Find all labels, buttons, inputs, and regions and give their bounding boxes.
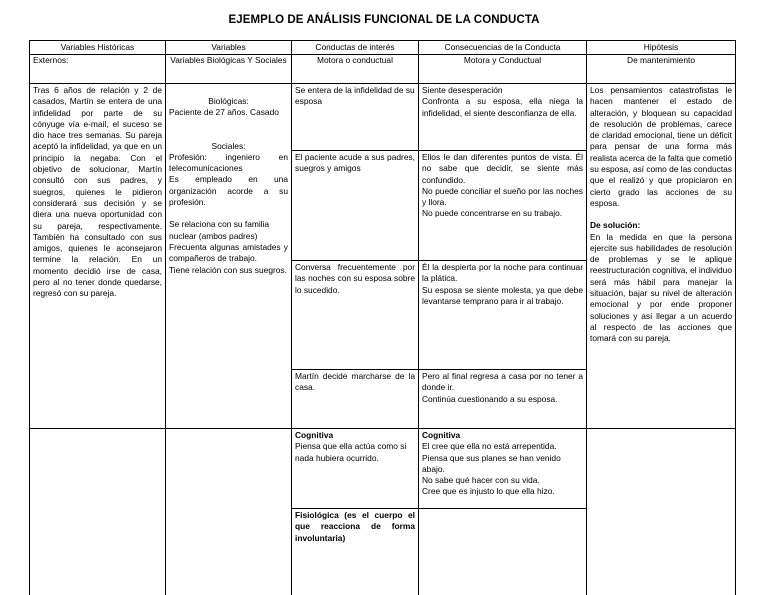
soc-text-5: Tiene relación con sus suegros. xyxy=(169,264,287,275)
fisiologica-consecuencia xyxy=(419,509,587,595)
historicas-text: Tras 6 años de relación y 2 de casados, Martín se entera de una infidelidad por parte de su cónyuge vía e-mail, el suceso se dio hace tres semanas. Su pareja aceptó la infidelidad, ya que en un principio la negaba. Con el objetivo de solucionar, Martín consultó con sus padres, y suegros, quienes le pidieron considerará sus decisión y se diera una nueva oportunidad con su pareja, respectivamente. También ha consultado con sus amigos, quienes le aconsejaron termine la relación. En un momento decidió irse de casa, pero al no tener donde quedarse, regresó con su pareja. xyxy=(30,84,166,429)
soc-text-4: Frecuenta algunas amistades y compañeros de trabajo. xyxy=(169,241,288,264)
consecuencia-3-line-2: Su esposa se siente molesta, ya que debe levantarse temprano para ir al trabajo. xyxy=(422,284,583,306)
hipotesis-text-1: Los pensamientos catastrofistas le hacen mantener el estado de alteración, y bloquean su capacidad de resolución de problemas, carece de claridad emocional, tiene un déficit para pensar de una forma más realista acerca de la falta que cometió su esposa, así como de las conductas que el realizó y que propiciaron en cierto grado las acciones de su esposa. xyxy=(590,85,732,208)
analysis-table xyxy=(29,40,736,595)
consecuencia-3-line-1: Él la despierta por la noche para continuar la plática. xyxy=(422,262,583,284)
consecuencia-1 xyxy=(419,84,587,151)
consecuencia-3 xyxy=(419,261,587,370)
fisiologica-label: Fisiológica (es el cuerpo el que reacciona de forma involuntaria) xyxy=(292,509,419,595)
subheader-motora-conductual: Motora y Conductual xyxy=(419,55,587,84)
consecuencia-4 xyxy=(419,370,587,429)
soc-text-1: Profesión: ingeniero en telecomunicaciones xyxy=(169,151,288,174)
subheader-externos: Externos: xyxy=(30,55,166,84)
page-title: EJEMPLO DE ANÁLISIS FUNCIONAL DE LA CONDUCTA xyxy=(228,14,540,26)
cognitiva-label: Cognitiva xyxy=(295,430,334,440)
cognitiva-conducta-text: Piensa que ella actúa como si nada hubiera ocurrido. xyxy=(295,441,407,463)
variables-cell xyxy=(166,84,292,429)
hipotesis-cell xyxy=(587,84,735,429)
conducta-4: Martín decide marcharse de la casa. xyxy=(292,370,419,429)
bio-label: Biológicas: xyxy=(208,96,249,106)
empty-historicas-bottom xyxy=(30,429,166,595)
empty-hipotesis-bottom xyxy=(587,429,735,595)
cognitiva-consecuencia-3: No sabe qué hacer con su vida. xyxy=(422,475,540,486)
soc-text-3: Se relaciona con su familia nuclear (ambos padres) xyxy=(169,219,270,241)
consecuencia-4-line-2: Continúa cuestionando a su esposa. xyxy=(422,393,558,404)
subheader-motora: Motora o conductual xyxy=(292,55,419,84)
header-consecuencias: Consecuencias de la Conducta xyxy=(419,41,587,55)
empty-variables-bottom xyxy=(166,429,292,595)
cognitiva-consecuencia xyxy=(419,429,587,509)
consecuencia-4-line-1: Pero al final regresa a casa por no tener a donde ir. xyxy=(422,371,583,393)
subheader-mantenimiento: De mantenimiento xyxy=(587,55,735,84)
consecuencia-1-line-1: Siente desesperación xyxy=(422,85,503,95)
header-variables: Variables xyxy=(166,41,292,55)
conducta-2: El paciente acude a sus padres, suegros y amigos xyxy=(292,151,419,261)
header-conductas: Conductas de interés xyxy=(292,41,419,55)
consecuencia-2-line-2: No puede conciliar el sueño por las noches y llora. xyxy=(422,185,583,208)
consecuencia-2-line-3: No puede concentrarse en su trabajo. xyxy=(422,208,563,219)
soc-label: Sociales: xyxy=(211,140,246,151)
header-historicas: Variables Históricas xyxy=(30,41,166,55)
conducta-3: Conversa frecuentemente por las noches con su esposa sobre lo sucedido. xyxy=(292,261,419,370)
soc-text-2: Es empleado en una organización acorde a su profesión. xyxy=(169,174,288,208)
subheader-variables: Variables Biológicas Y Sociales xyxy=(166,55,292,84)
bio-text: Paciente de 27 años. Casado xyxy=(169,107,279,118)
header-hipotesis: Hipótesis xyxy=(587,41,735,55)
cognitiva-conducta xyxy=(292,429,419,509)
consecuencia-1-line-2: Confronta a su esposa, ella niega la infidelidad, el siente desconfianza de ella. xyxy=(422,96,583,118)
cognitiva-consecuencia-1: El cree que ella no está arrepentida. xyxy=(422,441,557,452)
consecuencia-2-line-1: Ellos le dan diferentes puntos de vista. Él no sabe que decidir, se siente más confundido. xyxy=(422,152,583,185)
hipotesis-text-2: En la medida en que la persona ejercite sus habilidades de resolución de problemas y se le aplique reestructuración cognitiva, el individuo será más hábil para manejar la situación, bajar su nivel de alteración emocional y por ende proponer soluciones y así llegar a un acuerdo al respecto de las acciones que tomará con su pareja. xyxy=(590,231,732,344)
cognitiva-consecuencia-label: Cognitiva xyxy=(422,430,461,440)
solucion-label: De solución: xyxy=(590,220,641,231)
consecuencia-2 xyxy=(419,151,587,261)
cognitiva-consecuencia-2: Piensa que sus planes se han venido abajo. xyxy=(422,452,561,474)
cognitiva-consecuencia-4: Cree que es injusto lo que ella hizo. xyxy=(422,486,555,497)
conducta-1: Se entera de la infidelidad de su esposa xyxy=(292,84,419,151)
